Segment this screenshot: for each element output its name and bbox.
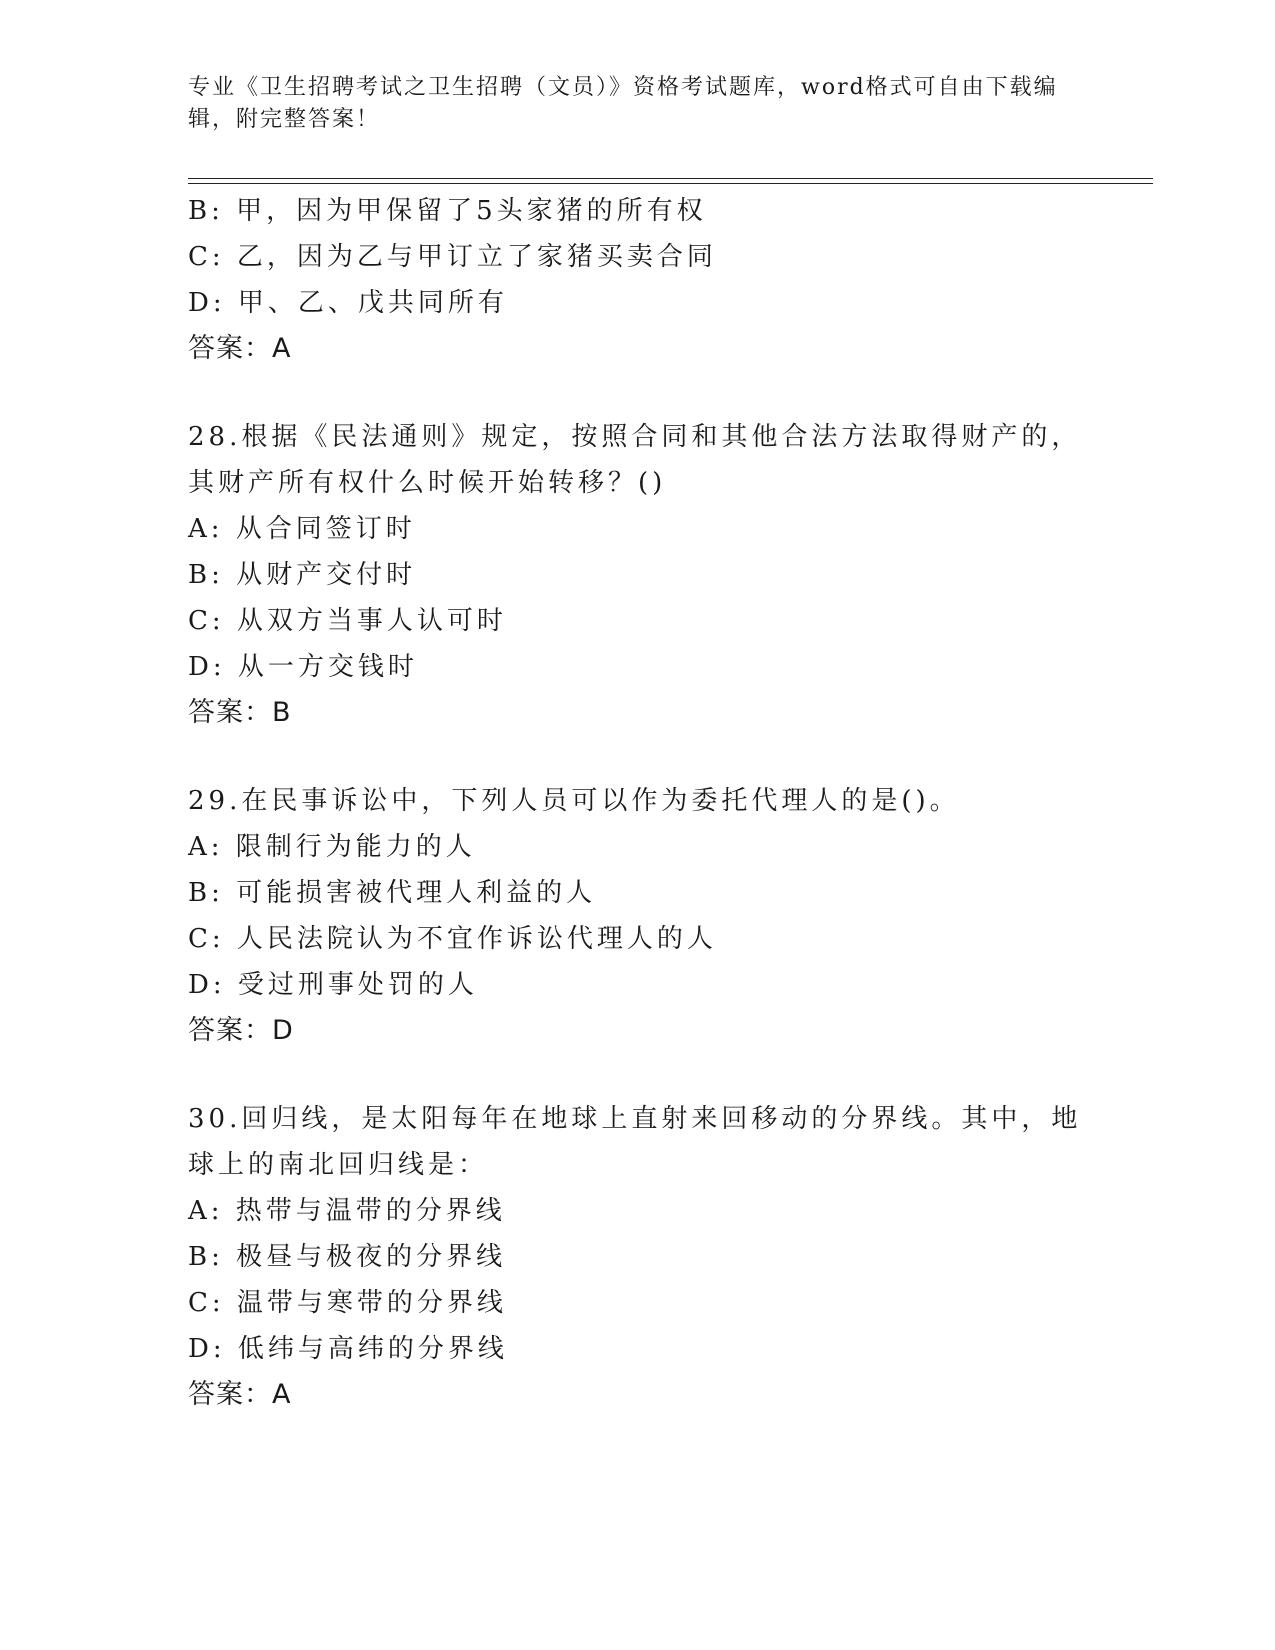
question-30 bbox=[188, 1096, 1088, 1418]
option-d: D: 低纬与高纬的分界线 bbox=[188, 1334, 508, 1364]
question-list bbox=[188, 188, 1088, 1418]
option-b: B: 可能损害被代理人利益的人 bbox=[188, 878, 597, 908]
option-a: A: 限制行为能力的人 bbox=[188, 832, 476, 862]
option-c: C: 乙，因为乙与甲订立了家猪买卖合同 bbox=[188, 242, 717, 272]
option-a: A: 热带与温带的分界线 bbox=[188, 1196, 506, 1226]
option-a: A: 从合同签订时 bbox=[188, 514, 416, 544]
header-divider-bottom bbox=[188, 183, 1153, 184]
answer: 答案：A bbox=[188, 333, 292, 364]
document-header: 专业《卫生招聘考试之卫生招聘（文员）》资格考试题库，word格式可自由下载编辑，附完整答案！ bbox=[188, 75, 1058, 132]
option-c: C: 从双方当事人认可时 bbox=[188, 606, 507, 636]
option-c: C: 人民法院认为不宜作诉讼代理人的人 bbox=[188, 924, 717, 954]
header-divider-top bbox=[188, 178, 1153, 179]
answer: 答案：D bbox=[188, 1015, 294, 1046]
question-27-continued bbox=[188, 188, 1088, 372]
option-d: D: 受过刑事处罚的人 bbox=[188, 970, 478, 1000]
option-c: C: 温带与寒带的分界线 bbox=[188, 1288, 507, 1318]
option-d: D: 从一方交钱时 bbox=[188, 652, 418, 682]
option-b: B: 从财产交付时 bbox=[188, 560, 417, 590]
question-29 bbox=[188, 778, 1088, 1054]
answer: 答案：A bbox=[188, 1379, 292, 1410]
answer: 答案：B bbox=[188, 697, 292, 728]
question-stem: 29.在民事诉讼中，下列人员可以作为委托代理人的是()。 bbox=[188, 786, 960, 816]
question-stem: 28.根据《民法通则》规定，按照合同和其他合法方法取得财产的，其财产所有权什么时候开始转移？() bbox=[188, 422, 1082, 498]
option-b: B: 极昼与极夜的分界线 bbox=[188, 1242, 507, 1272]
option-b: B: 甲，因为甲保留了5头家猪的所有权 bbox=[188, 196, 707, 226]
option-d: D: 甲、乙、戊共同所有 bbox=[188, 288, 508, 318]
question-stem: 30.回归线，是太阳每年在地球上直射来回移动的分界线。其中，地球上的南北回归线是： bbox=[188, 1104, 1082, 1180]
question-28 bbox=[188, 414, 1088, 736]
